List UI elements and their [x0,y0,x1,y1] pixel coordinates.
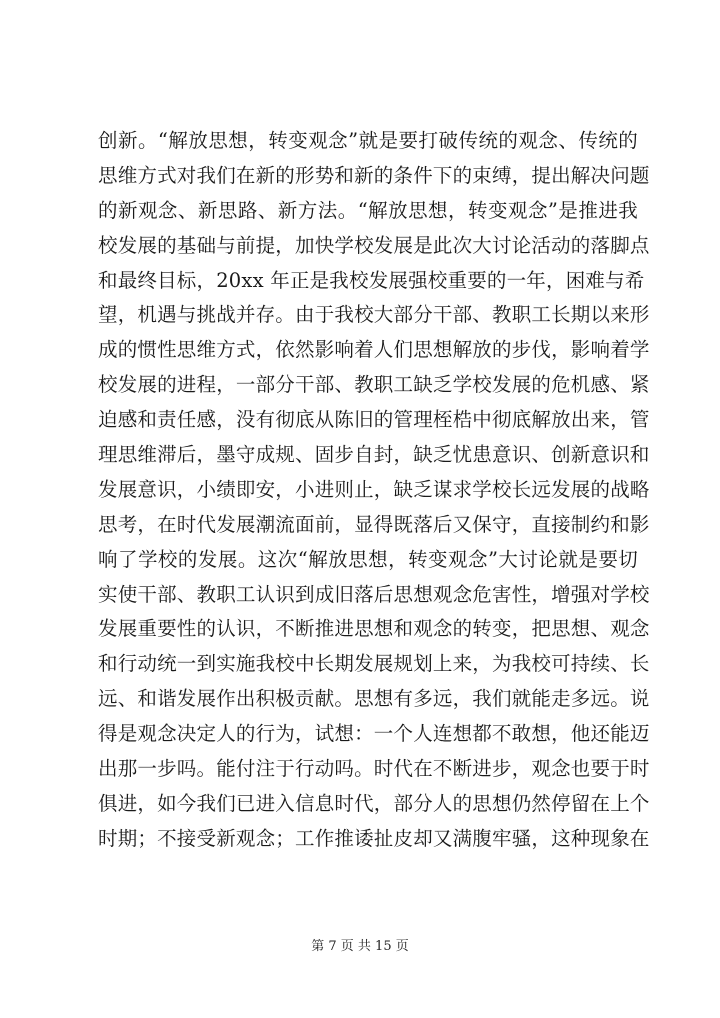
text-line: 校发展的基础与前提，加快学校发展是此次大讨论活动的落脚点 [98,233,650,257]
text-line: 的新观念、新思路、新方法。“解放思想，转变观念”是推进我 [98,198,638,222]
text-line: 和行动统一到实施我校中长期发展规划上来，为我校可持续、长 [98,652,650,676]
text-line: 响了学校的发展。这次“解放思想，转变观念”大讨论就是要切 [98,547,638,571]
text-line: 俱进，如今我们已进入信息时代，部分人的思想仍然停留在上个 [98,791,650,815]
text-line: 望，机遇与挑战并存。由于我校大部分干部、教职工长期以来形 [98,303,650,327]
text-line: 成的惯性思维方式，依然影响着人们思想解放的步伐，影响着学 [98,338,650,362]
text-line: 出那一步吗。能付注于行动吗。时代在不断进步，观念也要于时 [98,757,650,781]
page-number-footer: 第 7 页 共 15 页 [311,939,409,954]
body-paragraph [98,124,650,857]
text-line: 得是观念决定人的行为，试想：一个人连想都不敢想，他还能迈 [98,722,650,746]
text-line: 发展意识，小绩即安，小进则止，缺乏谋求学校长远发展的战略 [98,477,650,501]
text-line: 迫感和责任感，没有彻底从陈旧的管理桎梏中彻底解放出来，管 [98,408,650,432]
text-line: 理思维滞后，墨守成规、固步自封，缺乏忧患意识、创新意识和 [98,443,650,467]
text-line: 发展重要性的认识，不断推进思想和观念的转变，把思想、观念 [98,617,650,641]
text-line: 校发展的进程，一部分干部、教职工缺乏学校发展的危机感、紧 [98,373,650,397]
text-line: 思考，在时代发展潮流面前，显得既落后又保守，直接制约和影 [98,512,650,536]
text-line: 和最终目标，20xx 年正是我校发展强校重要的一年，困难与希 [98,268,645,292]
text-line: 时期；不接受新观念；工作推诿扯皮却又满腹牢骚，这种现象在 [98,826,650,850]
text-line: 创新。“解放思想，转变观念”就是要打破传统的观念、传统的 [98,129,638,152]
text-line: 远、和谐发展作出积极贡献。思想有多远，我们就能走多远。说 [98,687,650,711]
text-line: 实使干部、教职工认识到成旧落后思想观念危害性，增强对学校 [98,582,650,606]
text-line: 思维方式对我们在新的形势和新的条件下的束缚，提出解决问题 [98,163,650,187]
